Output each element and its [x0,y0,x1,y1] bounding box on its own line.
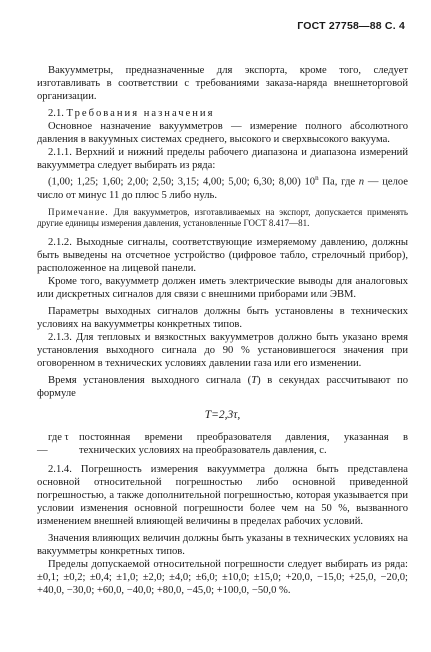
series-n: n [358,176,365,188]
paragraph-2-1-4-c: Пределы допускаемой относительной погрешности следует выбирать из ряда: ±0,1; ±0,2; ±0,4; ±1,0; ±2,0; ±4,0; ±6,0; ±10,0; ±15,0; +20,0, −15,0; +25,0, −20,0; +40,0, −30,0; +60,0, −40,0; +80,0, −45,0; +100,0, −50,0 %. [37,558,408,596]
page-header: ГОСТ 27758—88 С. 4 [297,20,405,32]
where-label: где τ — [37,431,69,456]
time-text-pre: Время установления выходного сигнала ( [48,374,252,386]
paragraph-series [37,172,408,202]
note-label: Примечание. [48,206,109,217]
paragraph-2-1-3: 2.1.3. Для тепловых и вязкостных вакуумметров должно быть указано время установления выходного сигнала до 90 % установившегося значения при оговоренном в технических условиях давлении газа или его изменении. [37,331,408,369]
page-content [37,64,408,597]
series-exponent: n [315,174,319,182]
formula: T=2,3τ, [204,408,241,421]
paragraph-intro: Вакуумметры, предназначенные для экспорта, кроме того, следует изготавливать в соответствии с требованиями заказа-наряда внешнеторговой организации. [37,65,408,102]
paragraph-2-1-4: 2.1.4. Погрешность измерения вакуумметра должна быть представлена основной относительной погрешностью либо основной приведенной погрешностью, а также дополнительной погрешностью, которая указывается при условии изменения основной погрешности более чем на 50 %, вызванного изменением внешней влияющей величины в пределах рабочих условий. [37,463,408,527]
section-title-text: Требования назначения [66,108,215,119]
paragraph-2-1-3-b [37,374,408,400]
section-number: 2.1. [48,108,64,119]
where-clause [37,431,408,457]
time-text-post: ) в секундах рассчитывают по формуле [37,374,408,399]
paragraph-2-1-1: 2.1.1. Верхний и нижний пределы рабочего диапазона и диапазона измерений вакуумметра следует выбирать из ряда: [37,147,408,171]
series-units: Па, где [318,176,359,188]
note-text: Для вакуумметров, изготавливаемых на экспорт, допускается применять другие единицы измерения давления, установленные ГОСТ 8.417—81. [37,206,408,229]
paragraph-main-purpose: Основное назначение вакуумметров — измерение полного абсолютного давления в вакуумных системах среднего, высокого и сверхвысокого вакуума. [37,121,408,145]
note [37,207,408,230]
time-symbol: T [251,374,258,386]
paragraph-2-1-4-b: Значения влияющих величин должны быть указаны в технических условиях на вакуумметры конкретных типов. [37,532,408,557]
where-text: постоянная времени преобразователя давления, указанная в технических условиях на преобразователь давления, с. [79,431,408,456]
paragraph-2-1-2-c: Параметры выходных сигналов должны быть установлены в технических условиях на вакуумметры конкретных типов. [37,305,408,330]
paragraph-2-1-2: 2.1.2. Выходные сигналы, соответствующие измеряемому давлению, должны быть выведены на отсчетное устройство (цифровое табло, стрелочный прибор), расположенное на лицевой панели. [37,236,408,274]
series-values: (1,00; 1,25; 1,60; 2,00; 2,50; 3,15; 4,00; 5,00; 6,30; 8,00) 10 [48,176,316,188]
section-title [37,107,408,120]
series-description: — целое число от минус 11 до плюс 5 либо нуль. [37,176,408,201]
paragraph-2-1-2-b: Кроме того, вакуумметр должен иметь электрические выводы для аналоговых или дискретных сигналов для связи с внешними приборами или ЭВМ. [37,275,408,300]
